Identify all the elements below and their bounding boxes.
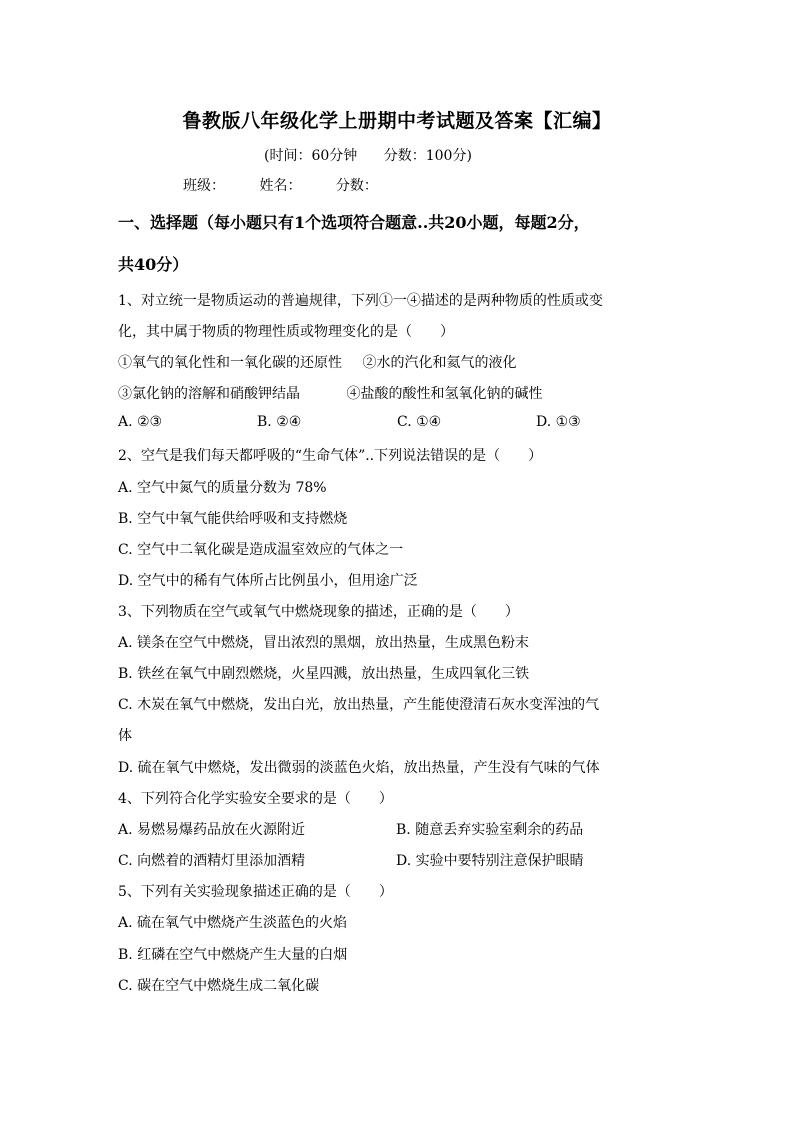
q5-option-a: A. 硫在氧气中燃烧产生淡蓝色的火焰 xyxy=(118,915,348,931)
question-1-stem: 1、对立统一是物质运动的普遍规律，下列①一④描述的是两种物质的性质或变 xyxy=(118,293,603,309)
q1-item-2: ②水的汽化和氦气的液化 xyxy=(362,355,517,371)
q1-option-a: A. ②③ xyxy=(118,414,163,430)
q1-item-1: ①氧气的氧化性和一氧化碳的还原性 xyxy=(118,355,342,371)
q1-option-c: C. ①④ xyxy=(397,414,442,430)
q4-option-c: C. 向燃着的酒精灯里添加酒精 xyxy=(118,853,306,869)
section-heading-cont: 共40分） xyxy=(118,255,189,274)
q1-option-d: D. ①③ xyxy=(536,414,581,430)
student-info-line xyxy=(183,175,408,195)
exam-info xyxy=(264,145,494,165)
question-1-stem-cont: 化，其中属于物质的物理性质或物理变化的是（ ） xyxy=(118,324,454,340)
section-heading: 一、选择题（每小题只有1个选项符合题意..共20小题，每题2分， xyxy=(118,213,590,232)
q1-item-4: ④盐酸的酸性和氢氧化钠的碱性 xyxy=(346,386,543,402)
question-1-statements-row1 xyxy=(118,352,516,372)
q2-option-d: D. 空气中的稀有气体所占比例虽小，但用途广泛 xyxy=(118,573,418,589)
q5-option-b: B. 红磷在空气中燃烧产生大量的白烟 xyxy=(118,947,348,963)
name-label: 姓名： xyxy=(259,178,302,194)
q3-option-b: B. 铁丝在氧气中剧烈燃烧，火星四溅，放出热量，生成四氧化三铁 xyxy=(118,666,530,682)
question-2-stem: 2、空气是我们每天都呼吸的“生命气体”..下列说法错误的是（ ） xyxy=(118,448,543,464)
score-label: 分数： xyxy=(335,178,378,194)
class-label: 班级： xyxy=(183,178,225,194)
q1-option-b: B. ②④ xyxy=(257,414,302,430)
q2-option-c: C. 空气中二氧化碳是造成温室效应的气体之一 xyxy=(118,542,404,558)
exam-score: 分数：100分) xyxy=(383,148,472,164)
page-title: 鲁教版八年级化学上册期中考试题及答案【汇编】 xyxy=(182,110,612,132)
q3-option-d: D. 硫在氧气中燃烧，发出微弱的淡蓝色火焰，放出热量，产生没有气味的气体 xyxy=(118,760,600,776)
q5-option-c: C. 碳在空气中燃烧生成二氧化碳 xyxy=(118,978,320,994)
q3-option-c: C. 木炭在氧气中燃烧，发出白光，放出热量，产生能使澄清石灰水变浑浊的气 xyxy=(118,697,600,713)
exam-time: (时间：60分钟 xyxy=(264,148,358,164)
q4-option-d: D. 实验中要特别注意保护眼睛 xyxy=(396,853,584,869)
q3-option-a: A. 镁条在空气中燃烧，冒出浓烈的黑烟，放出热量，生成黑色粉末 xyxy=(118,635,530,651)
q3-option-c-cont: 体 xyxy=(118,728,132,744)
question-3-stem: 3、下列物质在空气或氧气中燃烧现象的描述，正确的是（ ） xyxy=(118,604,519,620)
question-5-stem: 5、下列有关实验现象描述正确的是（ ） xyxy=(118,884,393,900)
q4-option-b: B. 随意丢弃实验室剩余的药品 xyxy=(396,822,584,838)
question-1-statements-row2 xyxy=(118,383,542,403)
question-4-stem: 4、下列符合化学实验安全要求的是（ ） xyxy=(118,791,393,807)
q2-option-b: B. 空气中氧气能供给呼吸和支持燃烧 xyxy=(118,511,348,527)
q4-option-a: A. 易燃易爆药品放在火源附近 xyxy=(118,822,306,838)
q1-item-3: ③氯化钠的溶解和硝酸钾结晶 xyxy=(118,386,300,402)
q2-option-a: A. 空气中氮气的质量分数为 78% xyxy=(118,480,327,496)
